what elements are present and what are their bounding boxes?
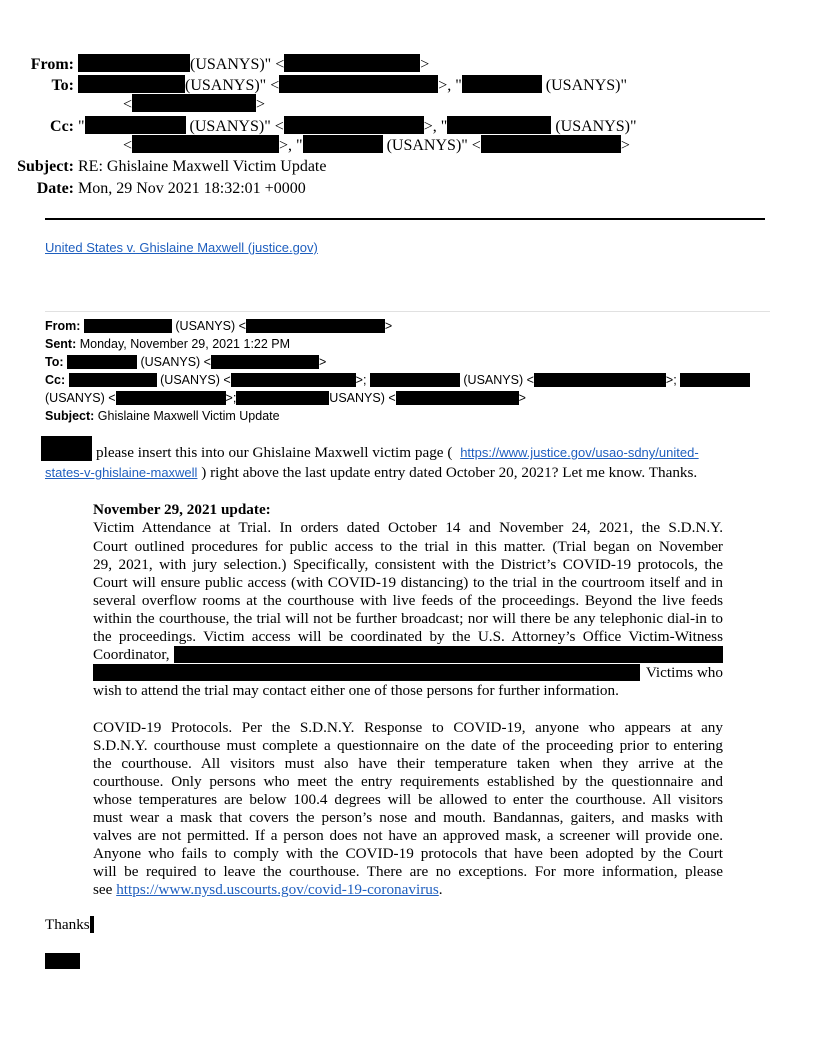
p2-line: Anyone who fails to comply with the COVID-19 protocols that have been adopted by the Court [93,845,723,862]
fw-sent-text: Monday, November 29, 2021 1:22 PM [79,337,291,351]
redaction [93,664,640,681]
header-to-row: To: (USANYS)" < >, " (USANYS)" [0,75,627,96]
header-date-row [0,179,306,199]
from-org: (USANYS)" < [190,56,285,73]
thanks-line: Thanks [45,916,94,934]
fw-sent-row: Sent: Monday, November 29, 2021 1:22 PM [45,337,291,351]
header-from-row: From: (USANYS)" < > [0,54,429,75]
p1-coordinator-line: Coordinator, [93,646,170,663]
date-label: Date: [36,180,74,197]
redaction [41,436,92,461]
p1-line: 29, 2021, with jury selection.) Specifically, consistent with the District’s COVID-19 protocols, the [93,556,723,573]
fw-from-row: From: (USANYS) < > [45,319,393,333]
redaction [132,94,256,112]
fw-subject-text: Ghislaine Maxwell Victim Update [97,409,280,423]
p1-last-line: wish to attend the trial may contact either one of those persons for further information. [93,682,619,699]
redaction [303,135,383,153]
header-subject-row [0,157,326,177]
redaction [84,319,172,333]
update-heading: November 29, 2021 update: [93,501,271,518]
fw-cc-row: Cc: (USANYS) < >; (USANYS) < >; [45,371,750,389]
redaction [680,373,750,387]
subject-text: RE: Ghislaine Maxwell Victim Update [78,158,327,175]
p1-victims-who: Victims who [645,664,723,681]
redaction [78,54,190,72]
victim-page-link-cont[interactable]: states-v-ghislaine-maxwell [45,465,198,480]
redaction [370,373,460,387]
p2-line: valves are not permitted. If a person does not have an approved mask, a screener will provide one. [93,827,723,844]
header-cc-row: Cc: " (USANYS)" < >, " (USANYS)" [0,116,637,137]
redaction [284,54,420,72]
intro-line-2: states-v-ghislaine-maxwell ) right above the last update entry dated October 20, 2021? Let me know. Thanks. [45,464,698,481]
redaction [78,75,185,93]
date-text: Mon, 29 Nov 2021 18:32:01 +0000 [78,180,306,197]
redaction [211,355,319,369]
p2-last-line: see https://www.nysd.uscourts.gov/covid-19-coronavirus. [93,881,443,898]
victim-page-link[interactable]: https://www.justice.gov/usao-sdny/united- [460,445,699,460]
cc-label: Cc: [50,118,74,135]
redaction [85,116,186,134]
redaction [396,391,519,405]
fw-subject-row: Subject: Ghislaine Maxwell Victim Update [45,409,280,423]
p2-line: S.D.N.Y. courthouse must complete a questionnaire on the date of the proceeding prior to entering [93,737,723,754]
redaction [116,391,226,405]
redaction [462,75,542,93]
link-justice-gov[interactable]: United States v. Ghislaine Maxwell (justice.gov) [45,240,318,255]
redaction [284,116,424,134]
redaction [69,373,157,387]
redaction [90,916,94,933]
redaction [447,116,551,134]
p2-line: will be required to leave the courthouse. There are no exceptions. For more information, please [93,863,723,880]
redaction [246,319,385,333]
p2-line: courthouse. Only persons who meet the entry requirements established by the questionnaire and [93,773,723,790]
from-label: From: [30,56,74,73]
intro-line-1: please insert this into our Ghislaine Maxwell victim page ( https://www.justice.gov/usao-sdny/united- [96,444,699,461]
redaction [534,373,666,387]
header-divider [45,218,765,220]
redaction [279,75,438,93]
redaction-signature [45,953,80,969]
p1-line: Court outlined procedures for public access to the trial in this matter. (Trial began on November [93,538,723,555]
p2-line: whose temperatures are below 100.4 degrees will be allowed to enter the courthouse. All visitors [93,791,723,808]
p2-line: the courthouse. All visitors must also have their temperature taken when they arrive at the [93,755,723,772]
header-to-row-cont: < > [123,96,266,113]
fw-cc-row-cont: (USANYS) < >; USANYS) < > [45,391,526,405]
header-cc-row-cont: < >, " (USANYS)" < > [123,137,630,154]
redaction [231,373,356,387]
p1-line: several overflow rooms at the courthouse with live feeds of the proceedings. Beyond the live feeds [93,592,723,609]
p1-line: Court will ensure public access (with COVID-19 distancing) to the trial in the courtroom itself and in [93,574,723,591]
to-label: To: [51,77,74,94]
p2-line: must wear a mask that covers the person’s nose and mouth. Bandannas, gaiters, and masks with [93,809,723,826]
fw-to-row: To: (USANYS) < > [45,355,327,369]
redaction [132,135,279,153]
p1-line: within the courthouse, the trial will not be further broadcast; nor will there be any telephonic dial-in to [93,610,723,627]
redaction [67,355,137,369]
p1-line: Victim Attendance at Trial. In orders dated October 14 and November 24, 2021, the S.D.N.Y. [93,519,723,536]
subject-label: Subject: [17,158,74,175]
forward-divider [45,311,770,312]
covid-link[interactable]: https://www.nysd.uscourts.gov/covid-19-coronavirus [116,881,439,898]
p1-line: the proceedings. Victim access will be coordinated by the U.S. Attorney’s Office Victim-Witness [93,628,723,645]
p2-line: COVID-19 Protocols. Per the S.D.N.Y. Response to COVID-19, anyone who appears at any [93,719,723,736]
redaction [481,135,621,153]
redaction [236,391,329,405]
redaction [174,646,723,663]
